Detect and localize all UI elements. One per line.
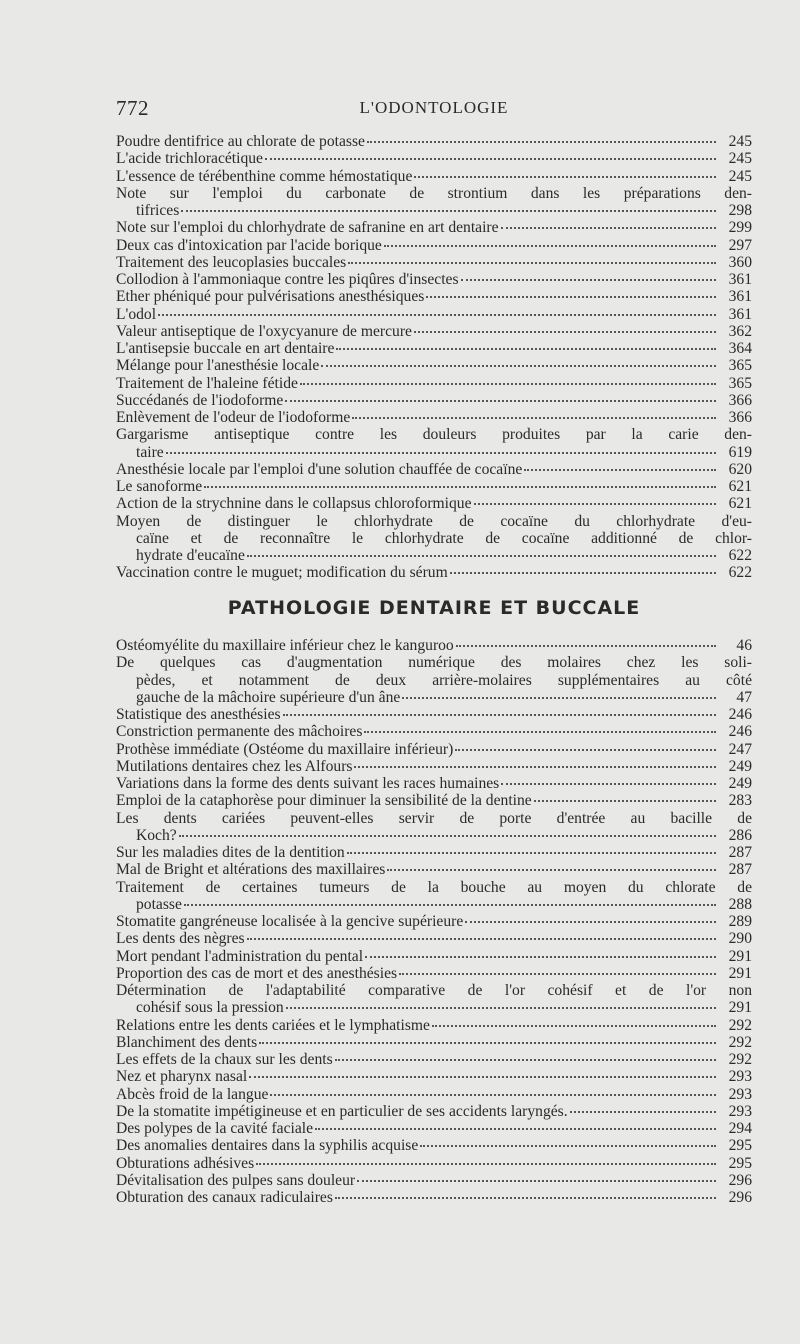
entry-text: Statistique des anesthésies [116,706,281,723]
dot-leader [179,834,716,837]
dot-leader [414,175,716,178]
page-reference: 362 [728,322,752,340]
entry-line [116,409,752,426]
entry-text: Stomatite gangréneuse localisée à la gencive supérieure [116,913,464,930]
entry-text: Note sur l'emploi du chlorhydrate de safranine en art dentaire [116,219,499,237]
page-reference: 360 [728,253,752,271]
entry-line [116,426,752,443]
entry-line [116,1017,752,1034]
page-reference: 294 [728,1120,752,1137]
page-reference: 291 [728,947,752,965]
page-reference: 621 [728,478,752,495]
dot-leader [335,1058,716,1061]
page-reference: 46 [736,637,752,654]
index-entry [116,879,752,914]
entry-line [116,930,752,947]
entry-line [116,323,752,340]
page-reference: 299 [728,219,752,237]
entry-text: Poudre dentifrice au chlorate de potasse [116,133,365,150]
entry-text: L'acide trichloracétique [116,150,263,168]
page-reference: 296 [728,1189,752,1206]
entry-line [116,271,752,288]
dot-leader [456,644,716,647]
dot-leader [534,799,716,802]
dot-leader [352,416,716,419]
entry-line [116,392,752,409]
dot-leader [384,244,716,247]
page-reference: 292 [728,1051,752,1068]
page-reference: 361 [728,288,752,306]
page-reference: 361 [728,305,752,323]
entry-line [116,495,752,512]
entry-line [116,1103,752,1120]
entry-text: Proportion des cas de mort et des anesthésies [116,964,398,982]
entry-line [116,513,752,530]
entry-text: L'antisepsie buccale en art dentaire [116,340,335,357]
index-entry [116,810,752,845]
page-reference: 620 [728,460,752,478]
dot-leader [270,1093,716,1096]
dot-leader [315,1127,716,1130]
section-heading: PATHOLOGIE DENTAIRE ET BUCCALE [227,597,641,619]
index-entry [116,1172,752,1189]
page-reference: 247 [728,740,752,758]
entry-text: De la stomatite impétigineuse et en particulier de ses accidents laryngés. [116,1102,568,1120]
page-reference: 283 [728,792,752,810]
entry-line [116,202,752,219]
dot-leader [524,468,716,471]
index-entry [116,1017,752,1034]
entry-text: caïne et de reconnaître le chlorhydrate de cocaïne additionné de chlor- [136,529,752,547]
entry-text: Succédanés de l'iodoforme [116,391,284,409]
page-reference: 295 [728,1137,752,1155]
entry-line [116,306,752,323]
index-entry [116,323,752,340]
index-entry [116,758,752,775]
dot-leader [259,1041,716,1044]
entry-text: pèdes, et notamment de deux arrière-molaires supplémentaires au côté [136,671,752,689]
page-reference: 365 [728,357,752,375]
entry-text: Emploi de la cataphorèse pour diminuer la sensibilité de la dentine [116,792,532,810]
page-header [116,96,752,122]
dot-leader [348,261,716,264]
page-reference: 287 [728,861,752,879]
page-reference: 245 [728,167,752,185]
entry-line [116,913,752,930]
entry-text: Détermination de l'adaptabilité comparative de l'or cohésif et de l'or non [116,982,752,999]
index-entry [116,1155,752,1172]
page-number: 772 [116,96,149,120]
dot-leader [336,347,716,350]
entry-line [116,706,752,723]
entry-line [116,896,752,913]
index-entry [116,1051,752,1068]
page-reference: 296 [728,1171,752,1189]
entry-line [116,1086,752,1103]
index-entry [116,392,752,409]
index-entry [116,792,752,809]
running-title: L'ODONTOLOGIE [359,98,509,117]
dot-leader [347,851,716,854]
index-entry [116,564,752,581]
page-reference: 622 [728,564,752,582]
index-entry [116,254,752,271]
entry-text: Ostéomyélite du maxillaire inférieur chez le kanguroo [116,637,454,654]
index-entry [116,1086,752,1103]
entry-line [116,219,752,236]
page-reference: 290 [728,930,752,948]
page-reference: 287 [728,844,752,861]
entry-line [116,861,752,878]
index-entry [116,1189,752,1206]
page-reference: 295 [728,1154,752,1172]
page-reference: 293 [728,1068,752,1086]
page-reference: 286 [728,826,752,844]
index-entry [116,775,752,792]
index-entry [116,930,752,947]
index-entry [116,1120,752,1137]
dot-leader [364,730,716,733]
entry-line [116,150,752,167]
index-entry [116,706,752,723]
entry-line [116,444,752,461]
dot-leader [300,382,716,385]
dot-leader [455,748,716,751]
dot-leader [354,765,716,768]
page-reference: 298 [728,202,752,219]
entry-line [116,741,752,758]
entry-line [116,1172,752,1189]
entry-line [116,547,752,564]
index-entry [116,306,752,323]
dot-leader [399,972,716,975]
index-entry [116,357,752,374]
page-reference: 364 [728,340,752,357]
index-entry [116,185,752,220]
entry-text: Anesthésie locale par l'emploi d'une solution chauffée de cocaïne [116,460,523,478]
entry-text: gauche de la mâchoire supérieure d'un âne [136,688,401,706]
entry-text: Mutilations dentaires chez les Alfours [116,757,353,775]
entry-line [116,844,752,861]
index-entry [116,741,752,758]
index-entry [116,982,752,1017]
entry-line [116,1155,752,1172]
page-reference: 245 [728,133,752,150]
entry-line [116,478,752,495]
dot-leader [249,1075,716,1078]
entry-line [116,1137,752,1154]
dot-leader [474,502,716,505]
entry-text: Note sur l'emploi du carbonate de strontium dans les préparations den- [116,184,752,202]
index-entry [116,340,752,357]
dot-leader [204,485,716,488]
dot-leader [426,295,716,298]
dot-leader [256,1162,716,1165]
entry-line [116,237,752,254]
dot-leader [367,140,716,143]
page-reference: 297 [728,236,752,254]
index-entry [116,133,752,150]
entry-text: Relations entre les dents cariées et le lymphatisme [116,1016,430,1034]
page-reference: 47 [736,688,752,706]
page-reference: 619 [728,443,752,461]
page-reference: 361 [728,271,752,288]
index-entry [116,219,752,236]
index-entry [116,271,752,288]
entry-text: Deux cas d'intoxication par l'acide borique [116,236,382,254]
section-2-entry-list [116,637,752,1206]
entry-line [116,564,752,581]
entry-line [116,133,752,150]
page-reference: 366 [728,391,752,409]
entry-line [116,637,752,654]
page-reference: 245 [728,150,752,168]
entry-line [116,1189,752,1206]
dot-leader [465,920,716,923]
entry-line [116,1034,752,1051]
page-reference: 366 [728,409,752,426]
dot-leader [450,571,716,574]
entry-text: Nez et pharynx nasal [116,1068,248,1086]
dot-leader [420,1144,716,1147]
index-entry [116,965,752,982]
entry-line [116,775,752,792]
dot-leader [461,278,716,281]
page-reference: 293 [728,1102,752,1120]
entry-text: L'essence de térébenthine comme hémostatique [116,167,413,185]
dot-leader [286,1006,716,1009]
entry-line [116,672,752,689]
entry-line [116,654,752,671]
dot-leader [357,1179,716,1182]
entry-text: Traitement de certaines tumeurs de la bouche au moyen du chlorate de [116,878,752,896]
index-entry [116,654,752,706]
index-entry [116,1068,752,1085]
entry-text: Constriction permanente des mâchoires [116,723,363,741]
entry-line [116,1051,752,1068]
entry-line [116,530,752,547]
entry-text: L'odol [116,305,157,323]
dot-leader [432,1024,716,1027]
page-reference: 288 [728,895,752,913]
entry-line [116,357,752,374]
index-entry [116,237,752,254]
entry-line [116,689,752,706]
entry-text: taire [136,443,164,461]
entry-line [116,288,752,305]
page-reference: 365 [728,374,752,392]
entry-line [116,879,752,896]
entry-line [116,185,752,202]
dot-leader [184,903,716,906]
page-reference: 249 [728,757,752,775]
dot-leader [501,782,716,785]
entry-text: Sur les maladies dites de la dentition [116,844,345,861]
entry-text: Obturation des canaux radiculaires [116,1189,333,1206]
entry-line [116,254,752,271]
entry-text: Le sanoforme [116,478,203,495]
dot-leader [387,868,716,871]
entry-line [116,965,752,982]
entry-text: cohésif sous la pression [136,999,284,1017]
entry-text: Des polypes de la cavité faciale [116,1120,313,1137]
dot-leader [166,451,716,454]
entry-line [116,461,752,478]
entry-text: tifrices [136,202,180,219]
index-entry [116,375,752,392]
entry-line [116,375,752,392]
entry-text: Traitement de l'haleine fétide [116,374,298,392]
index-entry [116,288,752,305]
entry-line [116,982,752,999]
entry-text: Des anomalies dentaires dans la syphilis acquise [116,1137,419,1155]
page-reference: 246 [728,723,752,741]
index-entry [116,495,752,512]
index-entry [116,844,752,861]
index-entry [116,409,752,426]
page-reference: 291 [728,999,752,1017]
index-entry [116,461,752,478]
entry-text: Les dents des nègres [116,930,245,948]
entry-text: Ether phéniqué pour pulvérisations anesthésiques [116,288,425,306]
dot-leader [181,209,716,212]
index-entry [116,478,752,495]
dot-leader [247,937,716,940]
page-reference: 292 [728,1033,752,1051]
entry-text: Mal de Bright et altérations des maxillaires [116,861,386,879]
entry-line [116,1120,752,1137]
entry-text: Vaccination contre le muguet; modification du sérum [116,564,448,582]
entry-text: Gargarisme antiseptique contre les douleurs produites par la carie den- [116,426,752,444]
index-entry [116,168,752,185]
entry-text: Collodion à l'ammoniaque contre les piqûres d'insectes [116,271,459,288]
dot-leader [285,399,716,402]
index-entry [116,861,752,878]
index-entry [116,948,752,965]
page-reference: 291 [728,964,752,982]
dot-leader [158,313,716,316]
entry-line [116,168,752,185]
page-reference: 289 [728,913,752,930]
entry-text: Variations dans la forme des dents suivant les races humaines [116,775,500,792]
page-reference: 622 [728,547,752,564]
entry-text: Abcès froid de la langue [116,1085,269,1103]
entry-line [116,999,752,1016]
entry-line [116,827,752,844]
entry-text: Mélange pour l'anesthésie locale [116,357,320,375]
entry-text: De quelques cas d'augmentation numérique des molaires chez les soli- [116,654,752,672]
entry-text: Blanchiment des dents [116,1033,258,1051]
index-entry [116,723,752,740]
dot-leader [570,1110,716,1113]
dot-leader [283,713,716,716]
index-entry [116,1103,752,1120]
dot-leader [321,364,716,367]
dot-leader [501,226,716,229]
page-reference: 249 [728,775,752,792]
entry-text: Obturations adhésives [116,1154,255,1172]
entry-text: Moyen de distinguer le chlorhydrate de cocaïne du chlorhydrate d'eu- [116,512,752,530]
index-entry [116,637,752,654]
entry-line [116,758,752,775]
entry-text: Les dents cariées peuvent-elles servir de porte d'entrée au bacille de [116,809,752,827]
dot-leader [335,1196,716,1199]
page-reference: 621 [728,495,752,513]
dot-leader [365,955,716,958]
entry-line [116,723,752,740]
entry-text: potasse [136,895,182,913]
index-entry [116,913,752,930]
entry-line [116,792,752,809]
index-entry [116,1137,752,1154]
dot-leader [265,157,716,160]
entry-text: Mort pendant l'administration du pental [116,947,364,965]
entry-text: Prothèse immédiate (Ostéome du maxillaire inférieur) [116,740,454,758]
entry-line [116,1068,752,1085]
entry-text: hydrate d'eucaïne [136,547,245,564]
page-reference: 292 [728,1016,752,1034]
page-reference: 293 [728,1085,752,1103]
entry-text: Action de la strychnine dans le collapsus chloroformique [116,495,472,513]
dot-leader [402,696,716,699]
index-entry [116,513,752,565]
page-reference: 246 [728,706,752,723]
index-entry [116,1034,752,1051]
entry-text: Traitement des leucoplasies buccales [116,253,347,271]
entry-text: Valeur antiseptique de l'oxycyanure de mercure [116,322,412,340]
index-entry [116,426,752,461]
entry-line [116,340,752,357]
entry-text: Koch? [136,826,177,844]
dot-leader [247,554,716,557]
entry-line [116,810,752,827]
dot-leader [414,330,716,333]
index-entry [116,150,752,167]
entry-text: Dévitalisation des pulpes sans douleur [116,1171,356,1189]
entry-text: Enlèvement de l'odeur de l'iodoforme [116,409,351,426]
entry-line [116,948,752,965]
entry-text: Les effets de la chaux sur les dents [116,1051,333,1068]
section-1-entry-list [116,133,752,582]
